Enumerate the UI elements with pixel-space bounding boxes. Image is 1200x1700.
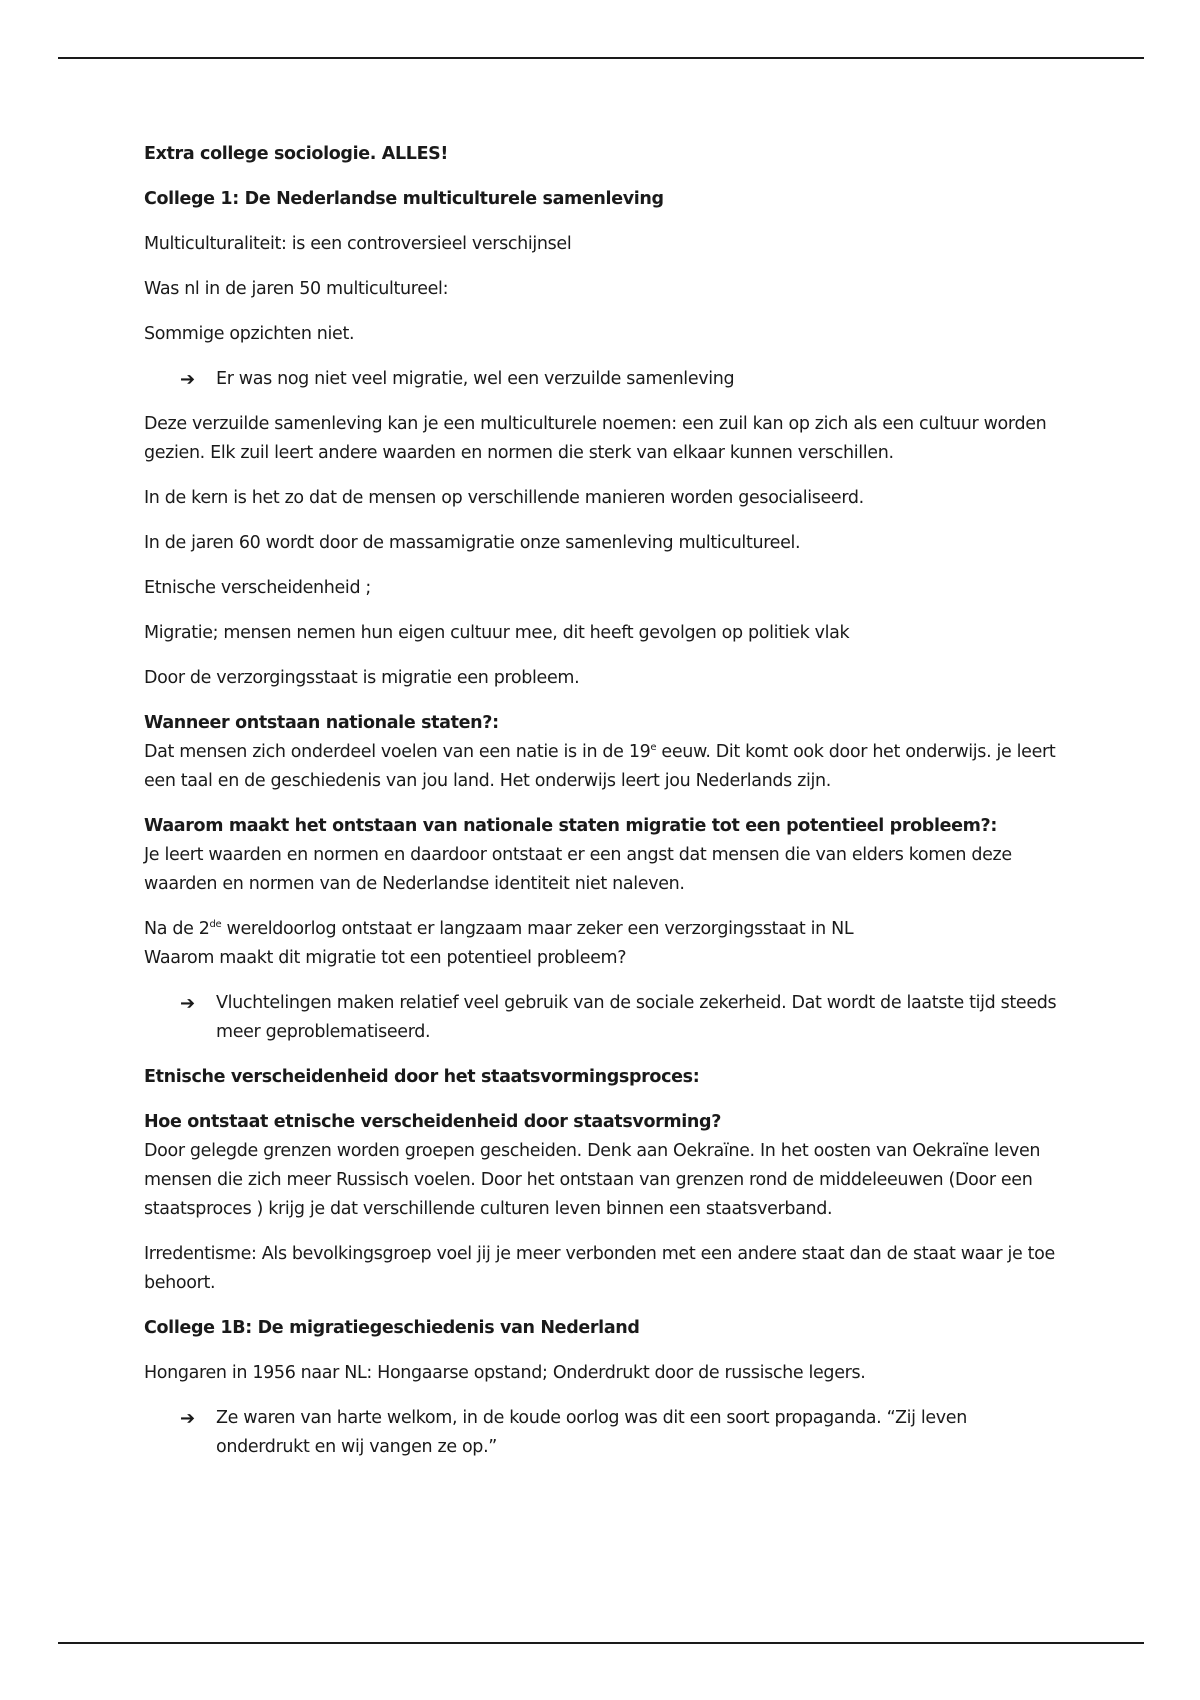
arrow-bullet-icon: ➔ [180,993,195,1014]
paragraph: Was nl in de jaren 50 multicultureel: [144,279,449,299]
paragraph: Deze verzuilde samenleving kan je een multiculturele noemen: een zuil kan op zich als een cultuur worden gezien. Elk zuil leert andere waarden en normen die sterk van elkaar kunnen verschillen. [144,414,1047,463]
etnisch-heading: Etnische verscheidenheid door het staatsvormingsproces: [144,1067,700,1087]
list-item-text: Ze waren van harte welkom, in de koude oorlog was dit een soort propaganda. “Zij leven onderdrukt en wij vangen ze op.” [216,1408,967,1457]
paragraph: Multiculturaliteit: is een controversieel verschijnsel [144,234,572,254]
nationale-heading: Wanneer ontstaan nationale staten?: [144,713,499,733]
text-run: wereldoorlog ontstaat er langzaam maar zeker een verzorgingsstaat in NL [221,919,854,939]
document-page [144,140,1064,1478]
text-run: Dat mensen zich onderdeel voelen van een natie is in de 19 [144,742,651,762]
paragraph: Etnische verscheidenheid ; [144,578,371,598]
arrow-list-item [180,365,1064,394]
paragraph: Hongaren in 1956 naar NL: Hongaarse opstand; Onderdrukt door de russische legers. [144,1363,866,1383]
text-run: eeuw. Dit komt ook door het onderwijs. je leert een taal en de geschiedenis van jou land. Het onderwijs leert jou Nederlands zijn. [144,742,1056,791]
paragraph: Irredentisme: Als bevolkingsgroep voel jij je meer verbonden met een andere staat dan de staat waar je toe behoort. [144,1244,1055,1293]
list-item-text: Er was nog niet veel migratie, wel een verzuilde samenleving [216,369,735,389]
college1-heading: College 1: De Nederlandse multiculturele samenleving [144,189,664,209]
arrow-list-item [180,989,1064,1047]
paragraph: Waarom maakt dit migratie tot een potentieel probleem? [144,948,627,968]
document-title: Extra college sociologie. ALLES! [144,144,449,164]
paragraph: Door gelegde grenzen worden groepen gescheiden. Denk aan Oekraïne. In het oosten van Oekraïne leven mensen die zich meer Russisch voelen. Door het ontstaan van grenzen rond de middeleeuwen (Door een staatsproces ) krijg je dat verschillende culturen leven binnen een staatsverband. [144,1141,1041,1219]
college1b-heading: College 1B: De migratiegeschiedenis van Nederland [144,1318,640,1338]
arrow-list-item [180,1404,1064,1462]
paragraph: Je leert waarden en normen en daardoor ontstaat er een angst dat mensen die van elders komen deze waarden en normen van de Nederlandse identiteit niet naleven. [144,845,1012,894]
etnisch-subheading: Hoe ontstaat etnische verscheidenheid door staatsvorming? [144,1112,722,1132]
paragraph: In de kern is het zo dat de mensen op verschillende manieren worden gesocialiseerd. [144,488,864,508]
list-item-text: Vluchtelingen maken relatief veel gebruik van de sociale zekerheid. Dat wordt de laatste tijd steeds meer geproblematiseerd. [216,993,1057,1042]
header-rule [58,57,1144,59]
text-run: Na de 2 [144,919,210,939]
paragraph [144,738,1064,796]
paragraph: Sommige opzichten niet. [144,324,355,344]
paragraph: In de jaren 60 wordt door de massamigratie onze samenleving multicultureel. [144,533,801,553]
arrow-bullet-icon: ➔ [180,1408,195,1429]
paragraph: Door de verzorgingsstaat is migratie een probleem. [144,668,580,688]
superscript: e [650,742,657,753]
footer-rule [58,1642,1144,1644]
paragraph [144,915,1064,944]
paragraph: Migratie; mensen nemen hun eigen cultuur mee, dit heeft gevolgen op politiek vlak [144,623,850,643]
waarom-heading: Waarom maakt het ontstaan van nationale staten migratie tot een potentieel probleem?: [144,816,998,836]
arrow-bullet-icon: ➔ [180,369,195,390]
superscript: de [209,919,222,930]
